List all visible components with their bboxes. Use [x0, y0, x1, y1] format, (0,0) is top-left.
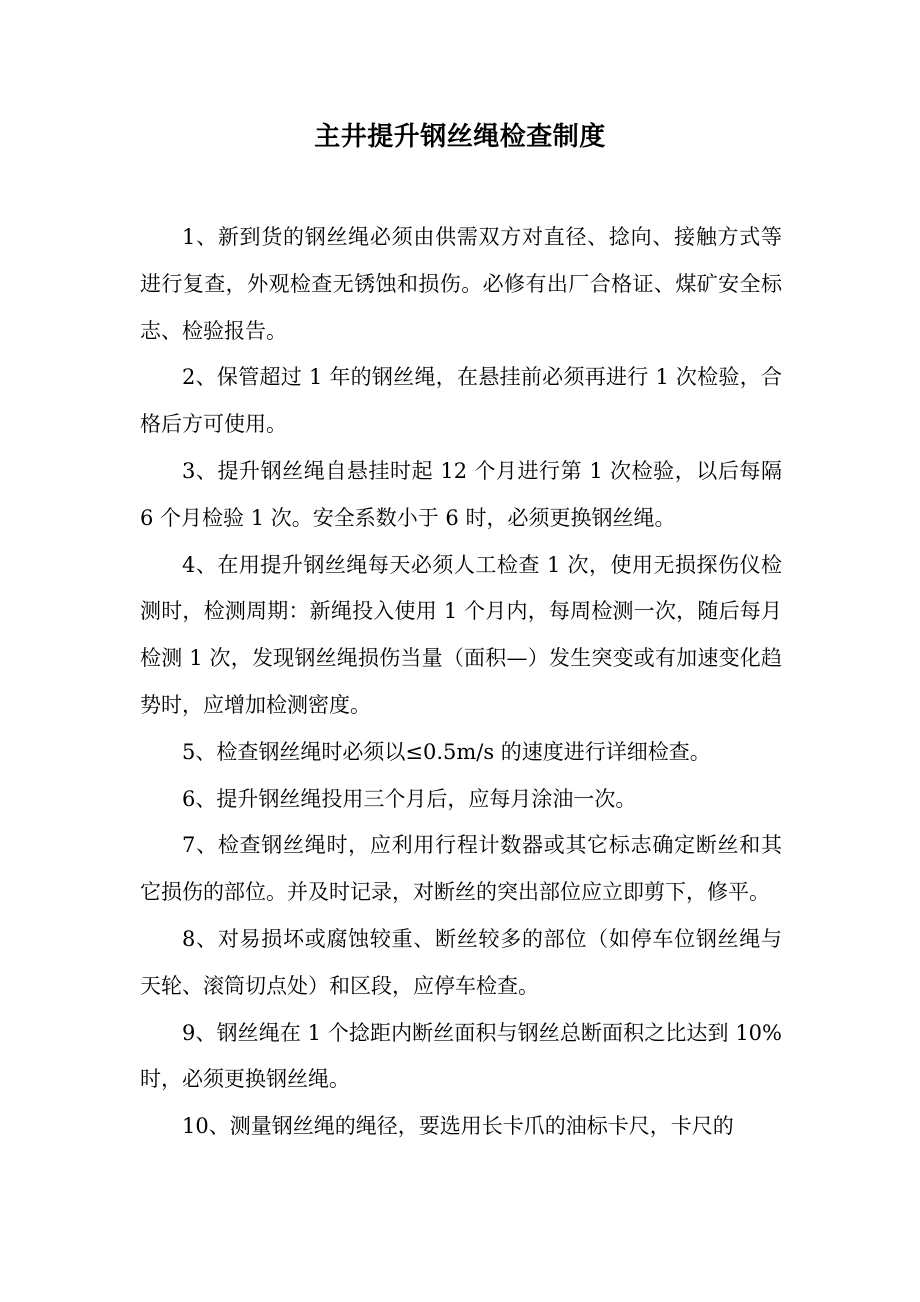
document-title: 主井提升钢丝绳检查制度 — [314, 122, 606, 152]
paragraph-5: 5、检查钢丝绳时必须以≤0.5m/s 的速度进行详细检查。 — [182, 739, 711, 764]
paragraph-8: 8、对易损坏或腐蚀较重、断丝较多的部位（如停车位钢丝绳与天轮、滚筒切点处）和区段，应停车检查。 — [140, 926, 782, 998]
paragraph-7: 7、检查钢丝绳时，应利用行程计数器或其它标志确定断丝和其它损伤的部位。并及时记录，对断丝的突出部位应立即剪下，修平。 — [140, 833, 782, 905]
paragraph-1: 1、新到货的钢丝绳必须由供需双方对直径、捻向、接触方式等进行复查，外观检查无锈蚀和损伤。必修有出厂合格证、煤矿安全标志、检验报告。 — [140, 225, 782, 343]
document-body — [140, 214, 782, 1150]
paragraph-4: 4、在用提升钢丝绳每天必须人工检查 1 次，使用无损探伤仪检测时，检测周期：新绳投入使用 1 个月内，每周检测一次，随后每月检测 1 次，发现钢丝绳损伤当量（面积—）发生突变或有加速变化趋势时，应增加检测密度。 — [140, 552, 782, 717]
paragraph-2: 2、保管超过 1 年的钢丝绳，在悬挂前必须再进行 1 次检验，合格后方可使用。 — [140, 365, 782, 437]
paragraph-3: 3、提升钢丝绳自悬挂时起 12 个月进行第 1 次检验，以后每隔 6 个月检验 1 次。安全系数小于 6 时，必须更换钢丝绳。 — [140, 458, 782, 530]
paragraph-10: 10、测量钢丝绳的绳径，要选用长卡爪的油标卡尺，卡尺的 — [182, 1114, 734, 1139]
paragraph-6: 6、提升钢丝绳投用三个月后，应每月涂油一次。 — [182, 786, 637, 811]
paragraph-9: 9、钢丝绳在 1 个捻距内断丝面积与钢丝总断面积之比达到 10%时，必须更换钢丝绳。 — [140, 1020, 782, 1092]
